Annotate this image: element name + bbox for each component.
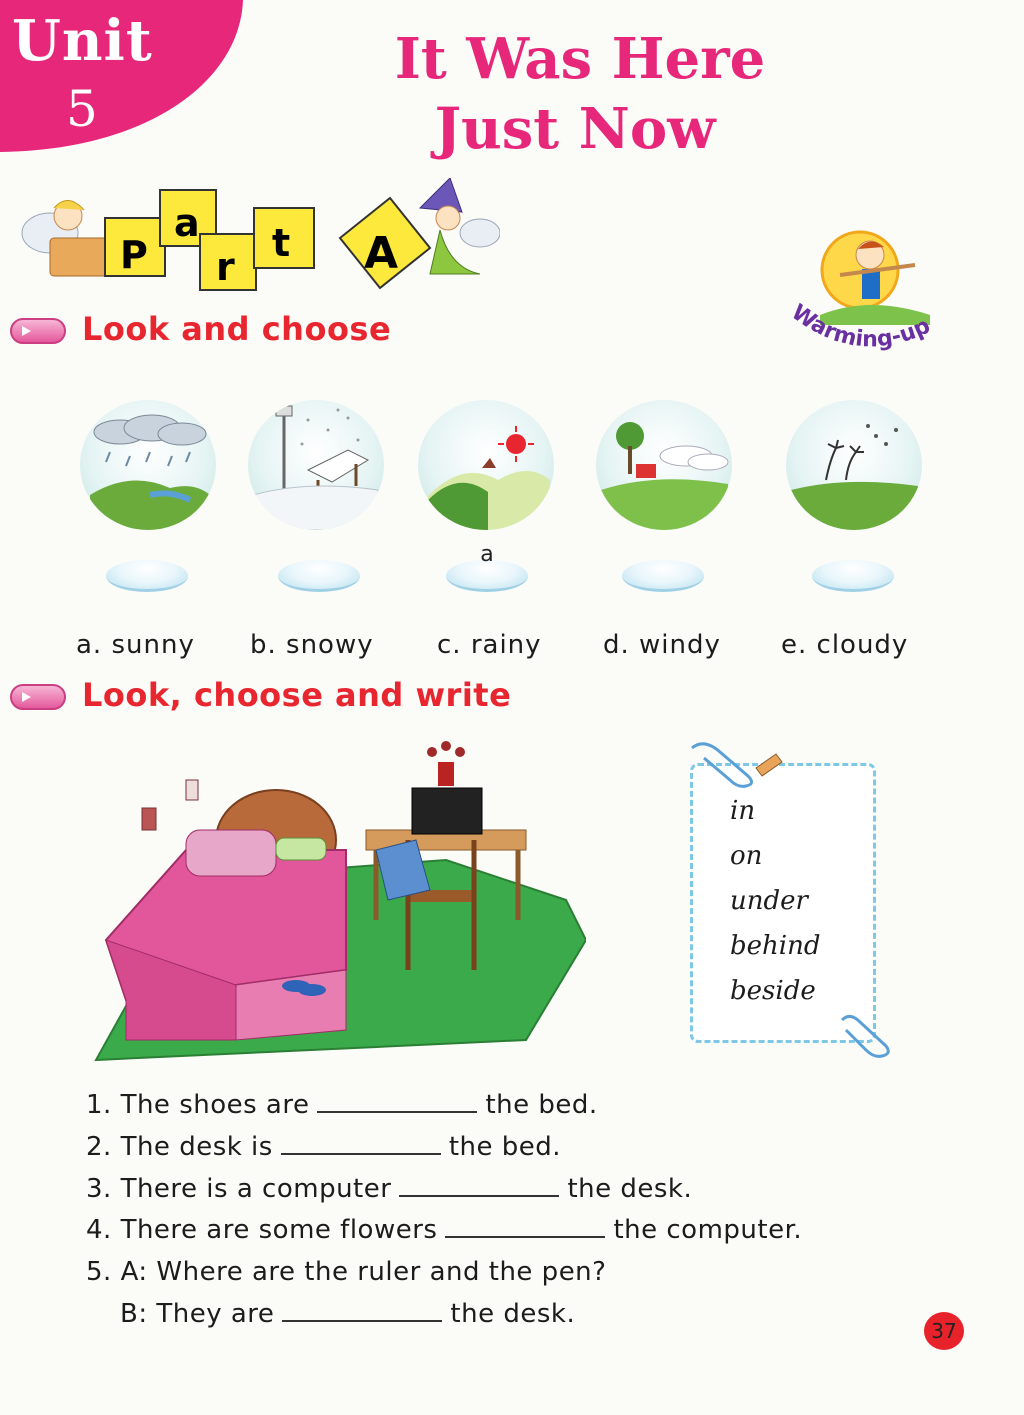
question-1-before: 1. The shoes are xyxy=(86,1090,310,1120)
part-letter-a: a xyxy=(174,201,200,245)
weather-picture-rainy xyxy=(80,400,216,530)
option-d-windy: d. windy xyxy=(603,630,721,660)
weather-picture-windy xyxy=(786,400,922,530)
question-5a-text: 5. A: Where are the ruler and the pen? xyxy=(86,1257,607,1287)
question-5a xyxy=(86,1257,606,1287)
warming-up-badge xyxy=(780,215,960,375)
answer-blank-5[interactable] xyxy=(282,1300,442,1322)
question-4-after: the computer. xyxy=(613,1215,803,1245)
page-title-line1: It Was Here xyxy=(394,26,766,92)
section2-heading: Look, choose and write xyxy=(82,676,512,714)
question-4-before: 4. There are some flowers xyxy=(86,1215,438,1245)
question-2-before: 2. The desk is xyxy=(86,1132,273,1162)
section2-bullet-icon xyxy=(10,684,66,710)
question-3 xyxy=(86,1174,692,1204)
question-4 xyxy=(86,1215,802,1245)
weather-picture-sunny xyxy=(418,400,554,530)
part-a-illustration xyxy=(10,178,500,298)
warming-up-label: Warming-up xyxy=(786,299,935,353)
answer-slot-2[interactable] xyxy=(278,560,360,592)
answer-slot-5[interactable] xyxy=(812,560,894,592)
weather-picture-cloudy xyxy=(596,400,732,530)
unit-label: Unit xyxy=(12,8,153,74)
question-2 xyxy=(86,1132,561,1162)
question-2-after: the bed. xyxy=(448,1132,562,1162)
word-under: under xyxy=(730,886,808,916)
word-on: on xyxy=(730,841,763,871)
answer-slot-3-text: a xyxy=(480,542,494,567)
page-title-line2: Just Now xyxy=(434,96,716,162)
part-letter-p: P xyxy=(120,233,148,277)
answer-slot-1[interactable] xyxy=(106,560,188,592)
option-c-rainy: c. rainy xyxy=(437,630,542,660)
unit-number: 5 xyxy=(66,80,98,138)
question-5b-before: B: They are xyxy=(120,1299,275,1329)
question-3-after: the desk. xyxy=(567,1174,693,1204)
page-number-badge: 37 xyxy=(924,1312,964,1350)
answer-blank-4[interactable] xyxy=(445,1216,605,1238)
part-letter-r: r xyxy=(216,245,235,289)
question-5b xyxy=(120,1299,575,1329)
part-letter-t: t xyxy=(272,221,291,265)
answer-blank-3[interactable] xyxy=(399,1175,559,1197)
question-1-after: the bed. xyxy=(485,1090,598,1120)
part-a-banner xyxy=(10,178,500,298)
answer-slot-4[interactable] xyxy=(622,560,704,592)
paperclip-bottom-icon xyxy=(836,1010,896,1060)
answer-slot-3[interactable] xyxy=(446,542,528,592)
question-5b-after: the desk. xyxy=(450,1299,576,1329)
section1-bullet-icon xyxy=(10,318,66,344)
word-in: in xyxy=(730,796,756,826)
section1-heading: Look and choose xyxy=(82,310,392,348)
option-b-snowy: b. snowy xyxy=(250,630,374,660)
part-letter-A: A xyxy=(364,228,399,279)
weather-picture-snowy xyxy=(248,400,384,530)
option-e-cloudy: e. cloudy xyxy=(781,630,909,660)
question-3-before: 3. There is a computer xyxy=(86,1174,392,1204)
answer-blank-1[interactable] xyxy=(317,1091,477,1113)
word-behind: behind xyxy=(730,931,821,961)
bedroom-illustration xyxy=(86,740,586,1070)
paperclip-top-icon xyxy=(684,738,784,788)
question-1 xyxy=(86,1090,598,1120)
option-a-sunny: a. sunny xyxy=(76,630,195,660)
word-beside: beside xyxy=(730,976,816,1006)
answer-blank-2[interactable] xyxy=(281,1133,441,1155)
